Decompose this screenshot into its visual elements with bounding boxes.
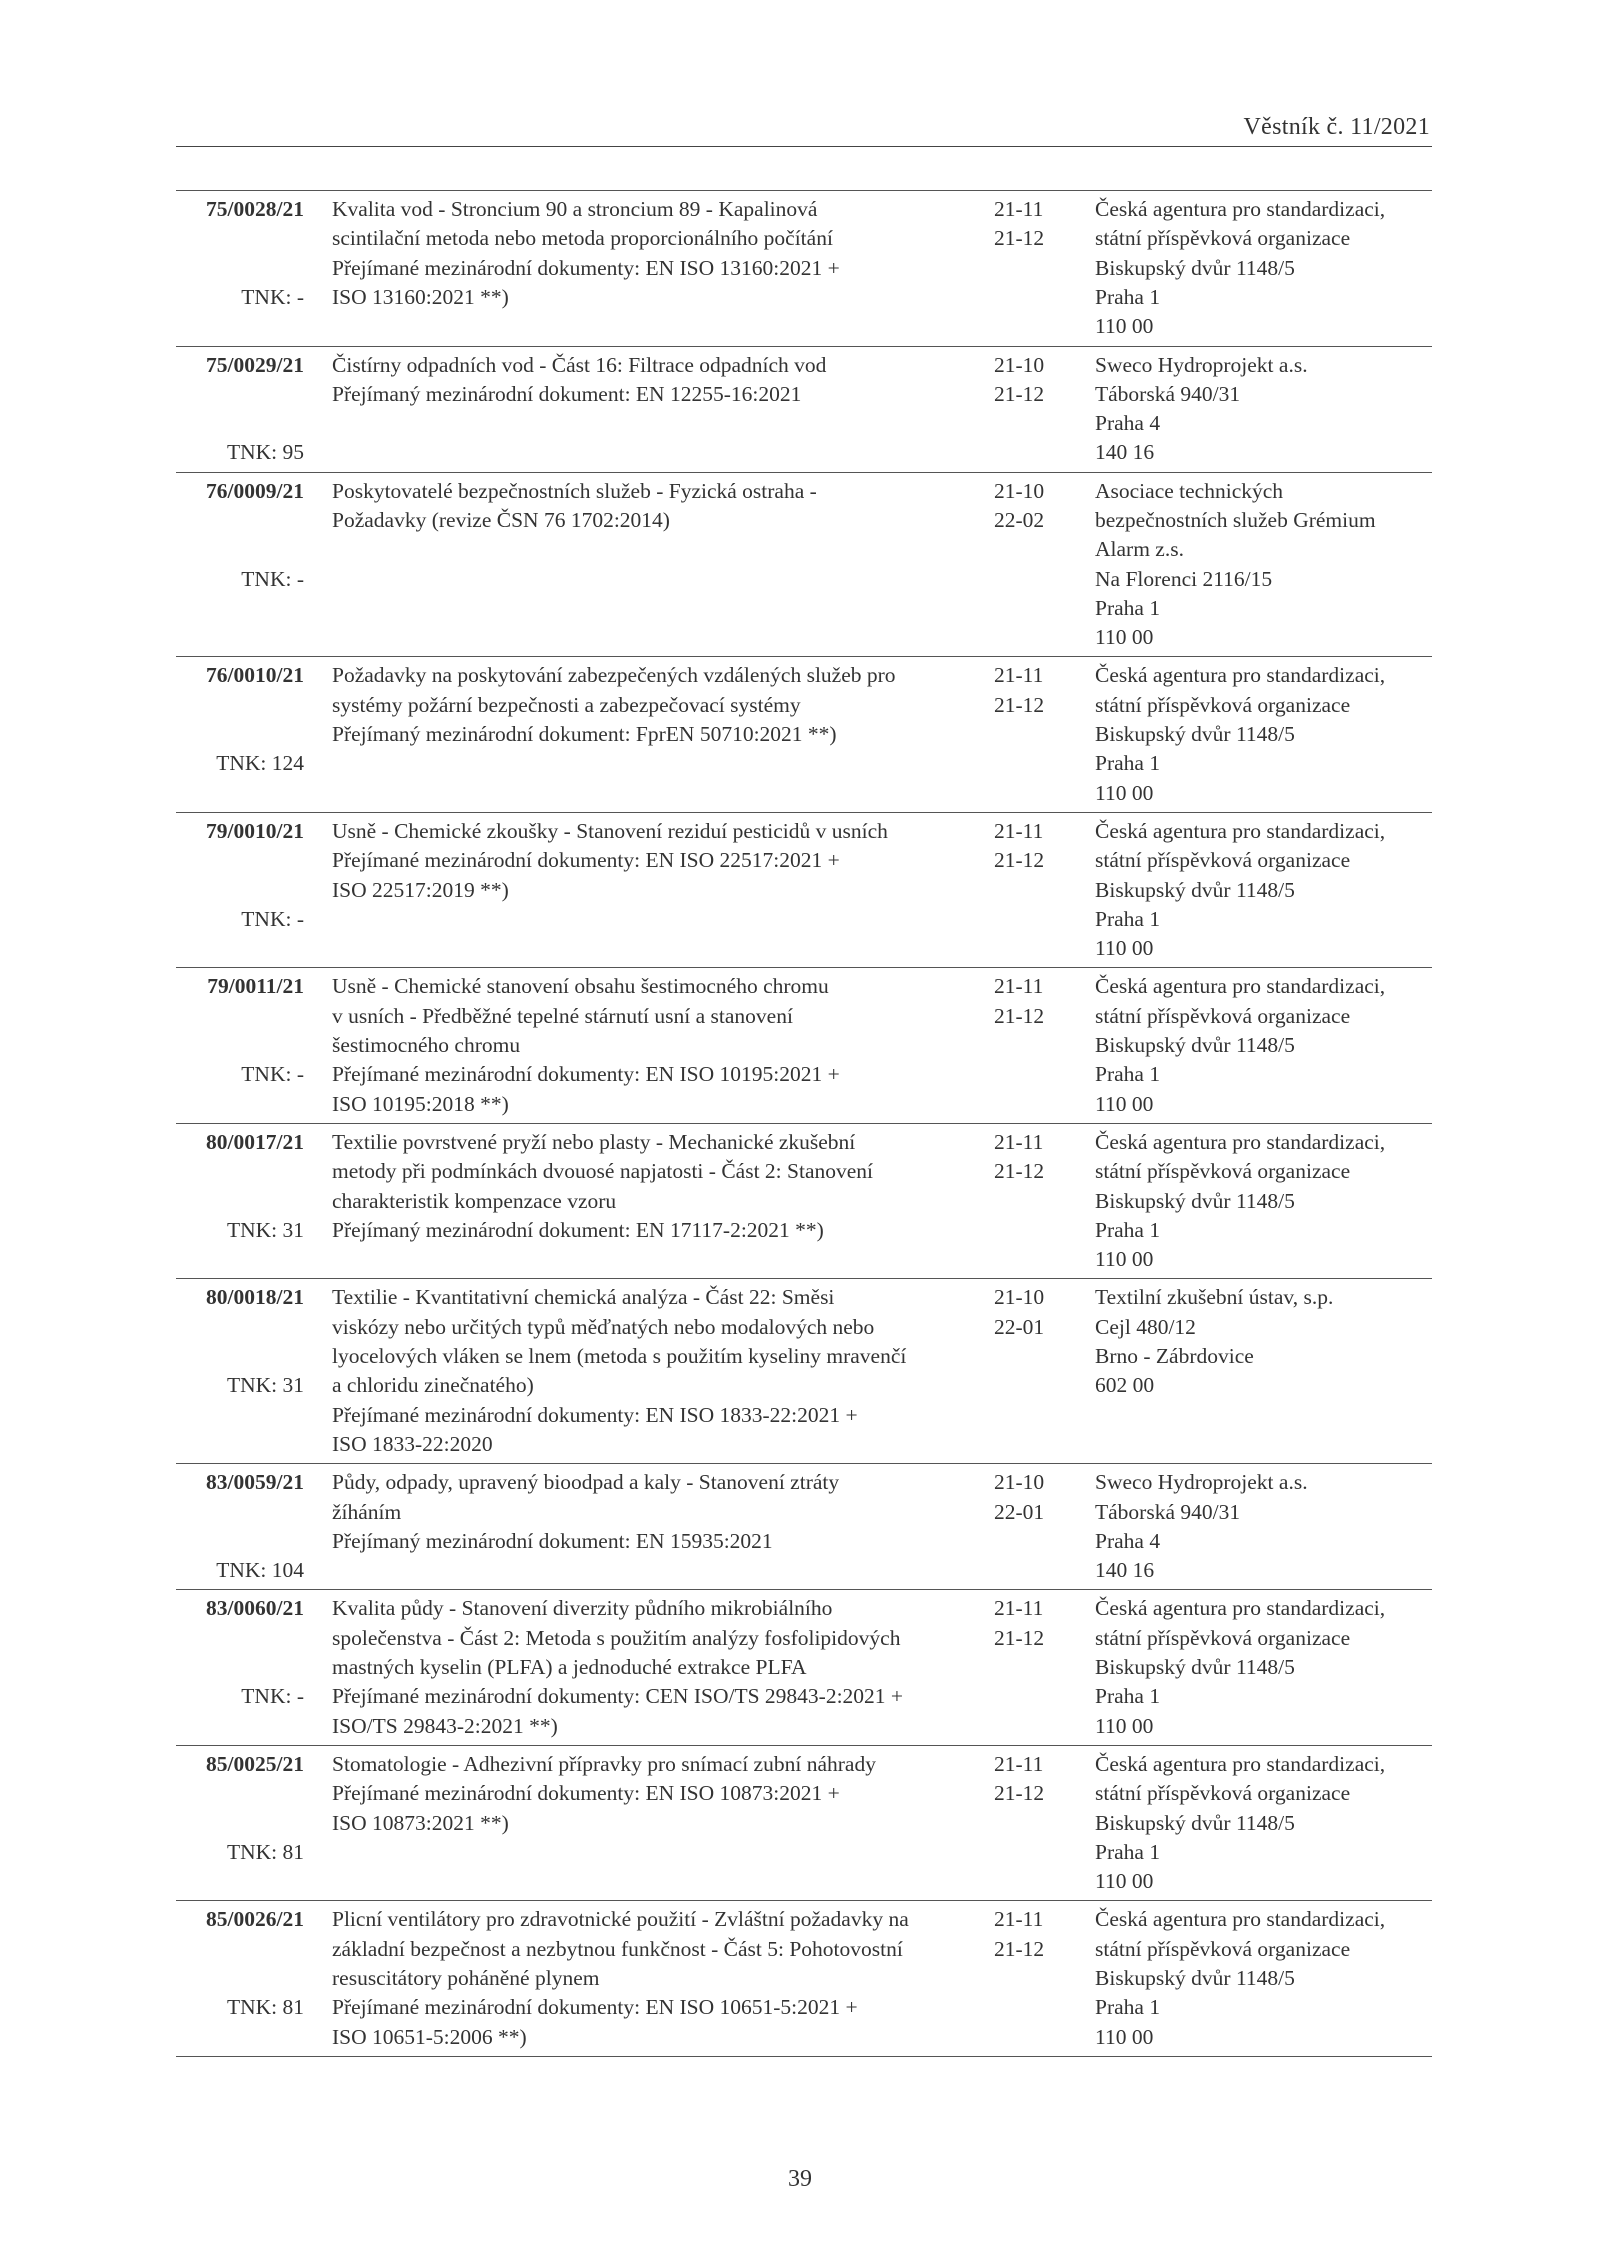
entry-address-line: Biskupský dvůr 1148/5 — [1095, 1033, 1295, 1058]
entry-address-line: Praha 1 — [1095, 284, 1161, 309]
entry-number: 79/0011/21 — [207, 974, 304, 999]
entry-date: 21-11 — [994, 974, 1044, 999]
entry-title-line: ISO 1833-22:2020 — [332, 1431, 493, 1456]
entry-title-line: základní bezpečnost a nezbytnou funkčnost - Část 5: Pohotovostní — [332, 1936, 903, 1961]
standard-entry — [176, 191, 1432, 347]
entry-title-line: Přejímané mezinárodní dokumenty: EN ISO 13160:2021 + — [332, 255, 840, 280]
entry-address-line: Praha 1 — [1095, 751, 1161, 776]
entry-address-line: 110 00 — [1095, 625, 1154, 650]
entry-date: 22-01 — [994, 1314, 1045, 1339]
entry-date: 21-12 — [994, 1625, 1045, 1650]
entry-address-line: Česká agentura pro standardizaci, — [1095, 663, 1386, 688]
entry-address-line: bezpečnostních služeb Grémium — [1095, 507, 1376, 532]
entry-address-line: Textilní zkušební ústav, s.p. — [1095, 1285, 1334, 1310]
entry-number: 76/0009/21 — [206, 478, 304, 503]
entry-address-line: Praha 1 — [1095, 1839, 1161, 1864]
entry-id-column — [176, 1905, 304, 2052]
entry-address-line: Táborská 940/31 — [1095, 381, 1241, 406]
entry-address-line: Cejl 480/12 — [1095, 1314, 1196, 1339]
entry-address-line: státní příspěvková organizace — [1095, 1159, 1351, 1184]
entry-number: 80/0018/21 — [206, 1285, 304, 1310]
entry-title-line: ISO 22517:2019 **) — [332, 877, 509, 902]
entry-address-line: Na Florenci 2116/15 — [1095, 566, 1273, 591]
entry-title-line: metody při podmínkách dvouosé napjatosti - Část 2: Stanovení — [332, 1159, 874, 1184]
entry-id-column — [176, 1750, 304, 1897]
entry-date: 21-10 — [994, 478, 1045, 503]
entry-tnk: TNK: - — [241, 566, 304, 591]
entry-title-line: Čistírny odpadních vod - Část 16: Filtrace odpadních vod — [332, 352, 827, 377]
entry-title-line: ISO/TS 29843-2:2021 **) — [332, 1713, 558, 1738]
entry-number: 83/0060/21 — [206, 1596, 304, 1621]
entry-id-column — [176, 1468, 304, 1585]
entry-address-line: 110 00 — [1095, 314, 1154, 339]
entry-number: 85/0025/21 — [206, 1751, 304, 1776]
entry-dates — [994, 1905, 1064, 1964]
page-number: 39 — [788, 2166, 812, 2192]
entry-address-line: státní příspěvková organizace — [1095, 226, 1351, 251]
standard-entry — [176, 968, 1432, 1124]
entry-address — [1095, 661, 1432, 807]
entry-address-line: Česká agentura pro standardizaci, — [1095, 197, 1386, 221]
entry-id-column — [176, 661, 304, 808]
entry-id-column — [176, 1283, 304, 1459]
entry-date: 21-11 — [994, 818, 1044, 843]
entry-title-line: Kvalita vod - Stroncium 90 a stroncium 89 - Kapalinová — [332, 197, 818, 221]
entry-title-line: ISO 13160:2021 **) — [332, 284, 509, 309]
entry-tnk: TNK: 31 — [226, 1373, 304, 1398]
entry-title-line: Přejímané mezinárodní dokumenty: CEN ISO/TS 29843-2:2021 + — [332, 1684, 904, 1709]
page-header — [176, 112, 1432, 147]
entry-id-column — [176, 351, 304, 468]
entry-date: 21-12 — [994, 1159, 1045, 1184]
entry-title-line: Přejímaný mezinárodní dokument: EN 15935:2021 — [332, 1528, 773, 1553]
entry-id-column — [176, 817, 304, 964]
entry-tnk: TNK: 104 — [216, 1558, 304, 1583]
entry-dates — [994, 1283, 1064, 1342]
entry-address-line: Biskupský dvůr 1148/5 — [1095, 1655, 1295, 1680]
entry-address-line: Sweco Hydroprojekt a.s. — [1095, 352, 1308, 377]
standard-entry — [176, 1901, 1432, 2057]
standard-entry — [176, 347, 1432, 473]
entry-number: 85/0026/21 — [206, 1907, 304, 1932]
entry-title-line: ISO 10873:2021 **) — [332, 1810, 509, 1835]
entry-title-line: Přejímané mezinárodní dokumenty: EN ISO 1833-22:2021 + — [332, 1402, 858, 1427]
entry-tnk: TNK: 81 — [226, 1839, 304, 1864]
entry-address-line: státní příspěvková organizace — [1095, 1781, 1351, 1806]
entry-address-line: Praha 1 — [1095, 906, 1161, 931]
entry-date: 21-11 — [994, 1751, 1044, 1776]
entry-title-line: Usně - Chemické stanovení obsahu šestimocného chromu — [332, 974, 829, 999]
entry-tnk: TNK: 95 — [226, 440, 304, 465]
standard-entry — [176, 1746, 1432, 1902]
entry-date: 21-12 — [994, 1936, 1045, 1961]
entry-number: 83/0059/21 — [206, 1470, 304, 1495]
entry-date: 21-12 — [994, 848, 1045, 873]
entry-address-line: 110 00 — [1095, 1247, 1154, 1272]
entry-dates — [994, 1594, 1064, 1653]
standard-entry — [176, 1279, 1432, 1464]
entry-title-line: charakteristik kompenzace vzoru — [332, 1188, 617, 1213]
entry-tnk: TNK: 31 — [226, 1217, 304, 1242]
entry-date: 22-01 — [994, 1499, 1045, 1524]
journal-title: Věstník č. 11/2021 — [1243, 114, 1430, 140]
entry-title-line: Přejímané mezinárodní dokumenty: EN ISO 10873:2021 + — [332, 1781, 840, 1806]
entry-dates — [994, 1468, 1064, 1527]
entry-address-line: Praha 1 — [1095, 1995, 1161, 2020]
entry-dates — [994, 817, 1064, 876]
standard-entry — [176, 1590, 1432, 1746]
entry-date: 21-11 — [994, 1596, 1044, 1621]
entry-address-line: 110 00 — [1095, 2024, 1154, 2049]
entry-date: 21-11 — [994, 1907, 1044, 1932]
entry-dates — [994, 972, 1064, 1031]
entry-title-line: Požadavky na poskytování zabezpečených vzdálených služeb pro — [332, 663, 896, 688]
entry-dates — [994, 195, 1064, 254]
entry-address-line: Praha 1 — [1095, 1062, 1161, 1087]
entry-address-line: Sweco Hydroprojekt a.s. — [1095, 1470, 1308, 1495]
entry-address — [1095, 1594, 1432, 1740]
entry-address-line: státní příspěvková organizace — [1095, 1625, 1351, 1650]
entry-number: 75/0028/21 — [206, 197, 304, 221]
entry-address-line: státní příspěvková organizace — [1095, 1936, 1351, 1961]
entry-id-column — [176, 1128, 304, 1275]
entry-dates — [994, 1750, 1064, 1809]
entry-date: 21-12 — [994, 226, 1045, 251]
entry-tnk: TNK: - — [241, 1062, 304, 1087]
entry-address-line: Biskupský dvůr 1148/5 — [1095, 255, 1295, 280]
entry-tnk: TNK: 81 — [226, 1995, 304, 2020]
entry-address-line: Praha 1 — [1095, 595, 1161, 620]
entry-address-line: Praha 1 — [1095, 1217, 1161, 1242]
entry-title-line: viskózy nebo určitých typů měďnatých nebo modalových nebo — [332, 1314, 875, 1339]
entry-address-line: Praha 1 — [1095, 1684, 1161, 1709]
entry-address — [1095, 817, 1432, 963]
entry-title-line: Půdy, odpady, upravený bioodpad a kaly - Stanovení ztráty — [332, 1470, 840, 1495]
entry-dates — [994, 477, 1064, 536]
entry-title-line: Usně - Chemické zkoušky - Stanovení reziduí pesticidů v usních — [332, 818, 888, 843]
standard-entry — [176, 657, 1432, 813]
entry-date: 21-11 — [994, 1129, 1044, 1154]
entry-title-line: scintilační metoda nebo metoda proporcionálního počítání — [332, 226, 833, 251]
entry-title-line: šestimocného chromu — [332, 1033, 521, 1058]
entry-date: 21-10 — [994, 1285, 1045, 1310]
entry-title-line: mastných kyselin (PLFA) a jednoduché extrakce PLFA — [332, 1655, 807, 1680]
entry-title-line: Přejímaný mezinárodní dokument: FprEN 50710:2021 **) — [332, 722, 837, 747]
entry-date: 22-02 — [994, 507, 1045, 532]
entry-address-line: Asociace technických — [1095, 478, 1284, 503]
entry-title-line: systémy požární bezpečnosti a zabezpečovací systémy — [332, 692, 801, 717]
entry-title-line: Přejímané mezinárodní dokumenty: EN ISO 10651-5:2021 + — [332, 1995, 858, 2020]
entry-number: 79/0010/21 — [206, 818, 304, 843]
entry-date: 21-12 — [994, 692, 1045, 717]
entry-tnk: TNK: 124 — [216, 751, 304, 776]
standard-entry — [176, 473, 1432, 658]
entry-date: 21-12 — [994, 381, 1045, 406]
entry-address-line: Biskupský dvůr 1148/5 — [1095, 1188, 1295, 1213]
entry-tnk: TNK: - — [241, 1684, 304, 1709]
entry-title-line: společenstva - Část 2: Metoda s použitím analýzy fosfolipidových — [332, 1625, 901, 1650]
entry-title-line: Textilie - Kvantitativní chemická analýza - Část 22: Směsi — [332, 1285, 835, 1310]
entry-address-line: Česká agentura pro standardizaci, — [1095, 818, 1386, 843]
entry-title-line: Přejímaný mezinárodní dokument: EN 12255-16:2021 — [332, 381, 802, 406]
entry-address-line: Brno - Zábrdovice — [1095, 1344, 1254, 1369]
entry-title-line: Textilie povrstvené pryží nebo plasty - Mechanické zkušební — [332, 1129, 856, 1154]
entry-title-line: ISO 10195:2018 **) — [332, 1091, 509, 1116]
entry-title-line: Kvalita půdy - Stanovení diverzity půdního mikrobiálního — [332, 1596, 833, 1621]
entry-address — [1095, 477, 1432, 653]
entry-title-line: ISO 10651-5:2006 **) — [332, 2024, 527, 2049]
entry-date: 21-11 — [994, 197, 1044, 221]
entry-address-line: 140 16 — [1095, 1558, 1155, 1583]
entry-address-line: 110 00 — [1095, 1713, 1154, 1738]
entry-title-line: Plicní ventilátory pro zdravotnické použití - Zvláštní požadavky na — [332, 1907, 909, 1932]
entry-address-line: 602 00 — [1095, 1373, 1155, 1398]
entry-title-line: Stomatologie - Adhezivní přípravky pro snímací zubní náhrady — [332, 1751, 876, 1776]
entry-title-line: Přejímané mezinárodní dokumenty: EN ISO 10195:2021 + — [332, 1062, 840, 1087]
entry-address — [1095, 1905, 1432, 2051]
entry-address-line: Praha 4 — [1095, 411, 1161, 436]
entry-address-line: státní příspěvková organizace — [1095, 1003, 1351, 1028]
entry-number: 76/0010/21 — [206, 663, 304, 688]
entry-address-line: Alarm z.s. — [1095, 537, 1184, 562]
entry-title-line: Požadavky (revize ČSN 76 1702:2014) — [332, 507, 670, 532]
entry-id-column — [176, 1594, 304, 1741]
entry-address-line: Biskupský dvůr 1148/5 — [1095, 877, 1295, 902]
entry-title-line: resuscitátory poháněné plynem — [332, 1966, 600, 1991]
entry-tnk: TNK: - — [241, 906, 304, 931]
entry-dates — [994, 661, 1064, 720]
entry-title-line: Přejímané mezinárodní dokumenty: EN ISO 22517:2021 + — [332, 848, 840, 873]
entry-address-line: Česká agentura pro standardizaci, — [1095, 1907, 1386, 1932]
entry-dates — [994, 1128, 1064, 1187]
standards-list — [176, 190, 1432, 2057]
entry-title-line: žíháním — [332, 1499, 402, 1524]
entry-tnk: TNK: - — [241, 284, 304, 309]
entry-address — [1095, 1128, 1432, 1274]
entry-title-line: Poskytovatelé bezpečnostních služeb - Fyzická ostraha - — [332, 478, 817, 503]
entry-date: 21-11 — [994, 663, 1044, 688]
entry-title-line: Přejímaný mezinárodní dokument: EN 17117-2:2021 **) — [332, 1217, 824, 1242]
standard-entry — [176, 813, 1432, 969]
entry-address-line: 110 00 — [1095, 936, 1154, 961]
entry-title-line: lyocelových vláken se lnem (metoda s použitím kyseliny mravenčí — [332, 1344, 907, 1369]
entry-address-line: Biskupský dvůr 1148/5 — [1095, 722, 1295, 747]
entry-id-column — [176, 477, 304, 653]
entry-address-line: Biskupský dvůr 1148/5 — [1095, 1810, 1295, 1835]
entry-address-line: Biskupský dvůr 1148/5 — [1095, 1966, 1295, 1991]
entry-address — [1095, 1468, 1432, 1585]
entry-address-line: Česká agentura pro standardizaci, — [1095, 974, 1386, 999]
entry-address — [1095, 1283, 1432, 1400]
entry-address — [1095, 195, 1432, 341]
entry-address-line: Praha 4 — [1095, 1528, 1161, 1553]
entry-number: 80/0017/21 — [206, 1129, 304, 1154]
entry-date: 21-12 — [994, 1003, 1045, 1028]
entry-title-line: a chloridu zinečnatého) — [332, 1373, 534, 1398]
entry-address-line: 110 00 — [1095, 1091, 1154, 1116]
entry-id-column — [176, 195, 304, 342]
entry-address-line: státní příspěvková organizace — [1095, 692, 1351, 717]
entry-date: 21-10 — [994, 352, 1045, 377]
entry-dates — [994, 351, 1064, 410]
entry-address-line: 140 16 — [1095, 440, 1155, 465]
standard-entry — [176, 1464, 1432, 1590]
entry-title-line: v usních - Předběžné tepelné stárnutí usní a stanovení — [332, 1003, 793, 1028]
entry-address — [1095, 1750, 1432, 1896]
entry-address-line: státní příspěvková organizace — [1095, 848, 1351, 873]
entry-address — [1095, 972, 1432, 1118]
entry-address — [1095, 351, 1432, 468]
entry-address-line: Česká agentura pro standardizaci, — [1095, 1751, 1386, 1776]
entry-address-line: 110 00 — [1095, 1869, 1154, 1894]
entry-address-line: Česká agentura pro standardizaci, — [1095, 1596, 1386, 1621]
entry-date: 21-10 — [994, 1470, 1045, 1495]
entry-number: 75/0029/21 — [206, 352, 304, 377]
entry-date: 21-12 — [994, 1781, 1045, 1806]
standard-entry — [176, 1124, 1432, 1280]
entry-address-line: Táborská 940/31 — [1095, 1499, 1241, 1524]
entry-address-line: 110 00 — [1095, 780, 1154, 805]
entry-address-line: Česká agentura pro standardizaci, — [1095, 1129, 1386, 1154]
entry-id-column — [176, 972, 304, 1119]
